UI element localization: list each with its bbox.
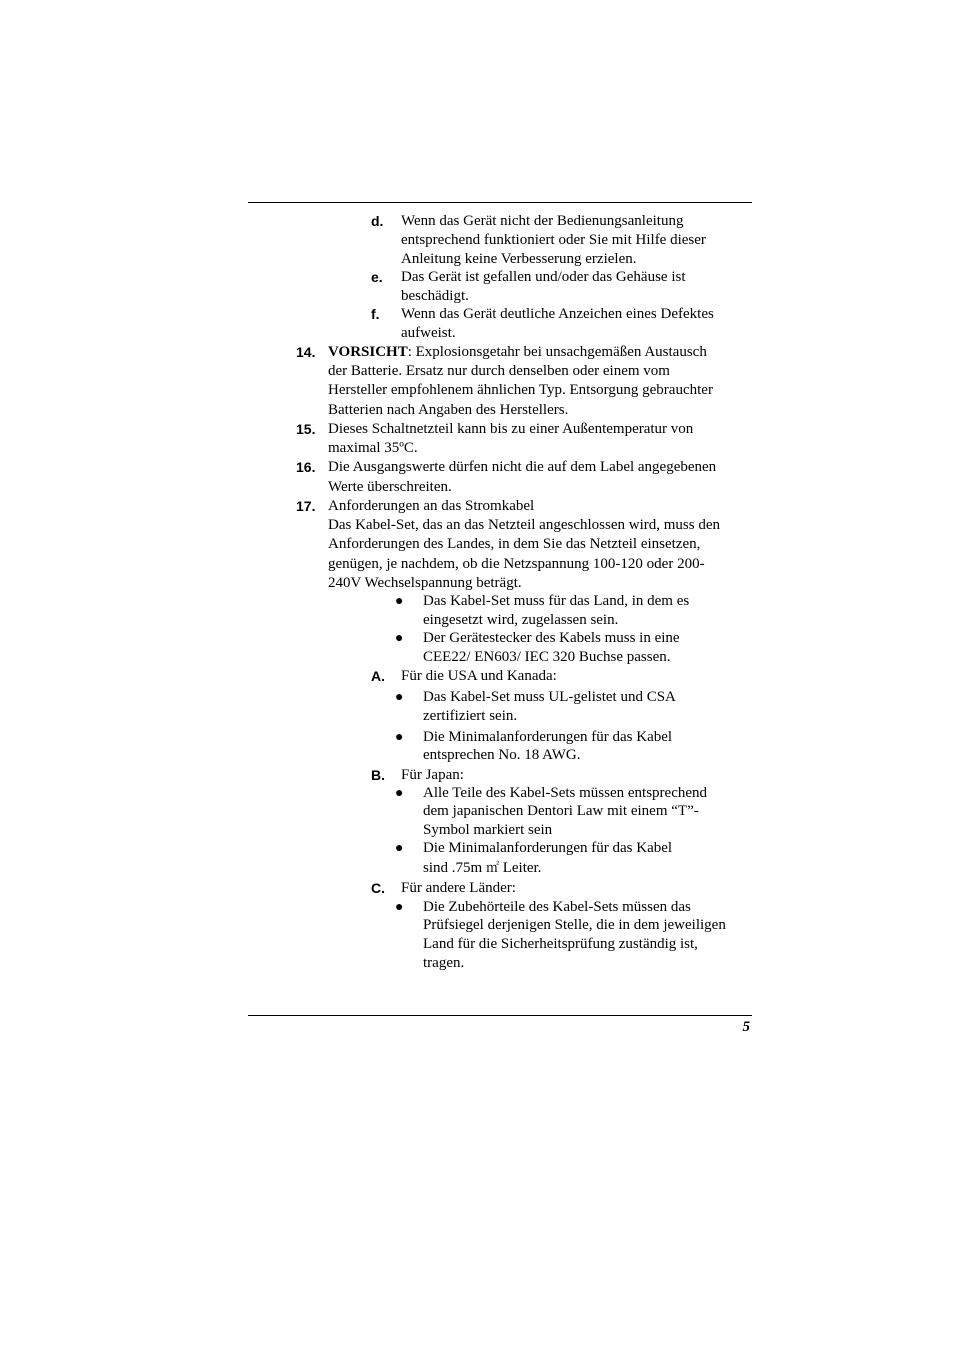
- section-b-bullet-2-line-1: Die Minimalanforderungen für das Kabel: [423, 840, 673, 856]
- bullet-icon: ●: [395, 690, 404, 705]
- bullet-icon: ●: [395, 730, 404, 745]
- section-c-bullet-1-line-4: tragen.: [423, 955, 465, 971]
- list-marker-17: 17.: [296, 498, 316, 514]
- item-15-line-1: Dieses Schaltnetzteil kann bis zu einer Außentemperatur von: [328, 421, 694, 437]
- section-b-bullet-1-line-1: Alle Teile des Kabel-Sets müssen entsprechend: [423, 785, 708, 801]
- section-b-title: Für Japan:: [401, 767, 464, 783]
- section-b-bullet-2-line-2-pre: sind .75m: [423, 860, 486, 876]
- item-d-line-3: Anleitung keine Verbesserung erzielen.: [401, 251, 637, 267]
- section-c-bullet-1-line-2: Prüfsiegel derjenigen Stelle, die in dem jeweiligen: [423, 917, 726, 933]
- section-b-bullet-1-line-3: Symbol markiert sein: [423, 822, 553, 838]
- item-14-line-3: Hersteller empfohlenem ähnlichen Typ. Entsorgung gebrauchter: [328, 382, 713, 398]
- item-17-line-2: Das Kabel-Set, das an das Netzteil angeschlossen wird, muss den: [328, 517, 720, 533]
- item-e-line-1: Das Gerät ist gefallen und/oder das Gehäuse ist: [401, 269, 686, 285]
- section-c-title: Für andere Länder:: [401, 880, 516, 896]
- section-a-bullet-1-line-1: Das Kabel-Set muss UL-gelistet und CSA: [423, 689, 676, 705]
- bullet-icon: ●: [395, 631, 404, 646]
- page-number: 5: [742, 1019, 750, 1035]
- header-rule: [248, 202, 752, 203]
- list-marker-e: e.: [371, 269, 383, 285]
- list-marker-14: 14.: [296, 344, 316, 360]
- section-b-bullet-2-line-2-post: Leiter.: [498, 860, 542, 876]
- section-marker-b: B.: [371, 767, 385, 783]
- item-16-line-1: Die Ausgangswerte dürfen nicht die auf dem Label angegebenen: [328, 459, 717, 475]
- item-15-line-2: maximal 35ºC.: [328, 440, 418, 456]
- list-marker-16: 16.: [296, 459, 316, 475]
- item-d-line-1: Wenn das Gerät nicht der Bedienungsanleitung: [401, 213, 684, 229]
- section-b-bullet-1-line-2: dem japanischen Dentori Law mit einem “T”-: [423, 803, 699, 819]
- item-14-line-2: der Batterie. Ersatz nur durch denselben oder einem vom: [328, 363, 670, 379]
- list-marker-15: 15.: [296, 421, 316, 437]
- item-f-line-1: Wenn das Gerät deutliche Anzeichen eines Defektes: [401, 306, 714, 322]
- section-a-bullet-2-line-2: entsprechen No. 18 AWG.: [423, 747, 581, 763]
- section-c-bullet-1-line-1: Die Zubehörteile des Kabel-Sets müssen das: [423, 899, 691, 915]
- item-e-line-2: beschädigt.: [401, 288, 469, 304]
- general-bullet-1-line-2: eingesetzt wird, zugelassen sein.: [423, 612, 619, 628]
- general-bullet-1-line-1: Das Kabel-Set muss für das Land, in dem es: [423, 593, 690, 609]
- item-17-line-4: genügen, je nachdem, ob die Netzspannung 100-120 oder 200-: [328, 556, 705, 572]
- item-14-line-1: [328, 343, 707, 362]
- section-a-bullet-1-line-2: zertifiziert sein.: [423, 708, 518, 724]
- footer-rule: [248, 1015, 752, 1016]
- item-f-line-2: aufweist.: [401, 325, 456, 341]
- bullet-icon: ●: [395, 900, 404, 915]
- bullet-icon: ●: [395, 786, 404, 801]
- item-14-line-1-text: : Explosionsgetahr bei unsachgemäßen Austausch: [407, 344, 707, 360]
- list-marker-f: f.: [371, 306, 380, 322]
- general-bullet-2-line-2: CEE22/ EN603/ IEC 320 Buchse passen.: [423, 649, 671, 665]
- section-a-title: Für die USA und Kanada:: [401, 668, 557, 684]
- section-marker-c: C.: [371, 880, 385, 896]
- section-marker-a: A.: [371, 668, 385, 684]
- item-17-line-3: Anforderungen des Landes, in dem Sie das Netzteil einsetzen,: [328, 536, 701, 552]
- general-bullet-2-line-1: Der Gerätestecker des Kabels muss in eine: [423, 630, 680, 646]
- section-a-bullet-2-line-1: Die Minimalanforderungen für das Kabel: [423, 729, 673, 745]
- item-14-line-4: Batterien nach Angaben des Herstellers.: [328, 402, 569, 418]
- item-17-line-5: 240V Wechselspannung beträgt.: [328, 575, 522, 591]
- list-marker-d: d.: [371, 213, 384, 229]
- item-16-line-2: Werte überschreiten.: [328, 479, 452, 495]
- section-c-bullet-1-line-3: Land für die Sicherheitsprüfung zuständig ist,: [423, 936, 698, 952]
- item-17-line-1: Anforderungen an das Stromkabel: [328, 498, 535, 514]
- square-meter-unit: ㎡: [485, 860, 499, 875]
- item-d-line-2: entsprechend funktioniert oder Sie mit Hilfe dieser: [401, 232, 706, 248]
- section-b-bullet-2-line-2: [423, 858, 541, 878]
- warning-label: VORSICHT: [328, 344, 408, 360]
- bullet-icon: ●: [395, 841, 404, 856]
- bullet-icon: ●: [395, 594, 404, 609]
